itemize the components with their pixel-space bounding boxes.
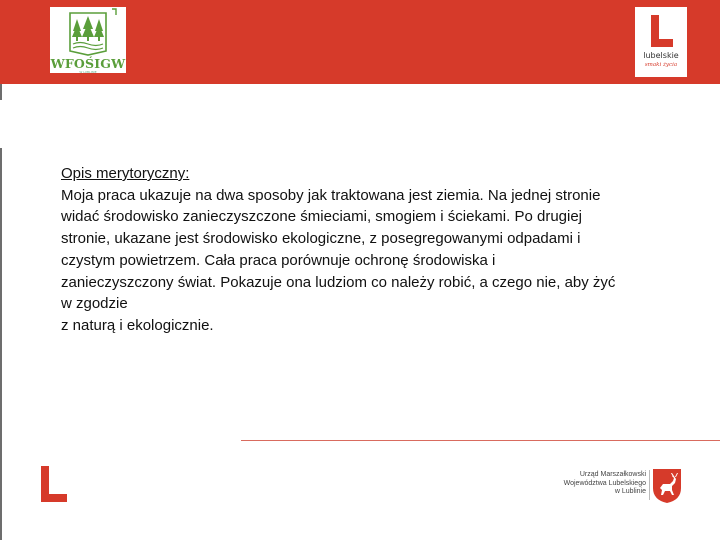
lubelskie-logo xyxy=(635,7,687,77)
left-edge-bar xyxy=(0,84,2,100)
lubelskie-word: lubelskie xyxy=(643,51,679,60)
description-line: widać środowisko zanieczyszczone śmieciami, smogiem i ściekami. Po drugiej xyxy=(61,208,583,226)
wfosigw-subtext: W LUBLINIE xyxy=(79,70,97,74)
left-edge-bar xyxy=(0,148,2,540)
marshal-office-text xyxy=(556,471,646,497)
description-text xyxy=(61,163,661,337)
marshal-office-line: Urząd Marszałkowski xyxy=(579,471,646,478)
marshal-office-line: Województwa Lubelskiego xyxy=(563,479,646,487)
description-line: zanieczyszczony świat. Pokazuje ona ludziom co należy robić, a czego nie, aby żyć xyxy=(61,273,616,291)
description-line: z naturą i ekologicznie. xyxy=(61,316,214,334)
office-separator xyxy=(649,470,650,500)
description-line: czystym powietrzem. Cała praca porównuje ochronę środowiska i xyxy=(61,251,496,269)
description-line: Moja praca ukazuje na dwa sposoby jak traktowana jest ziemia. Na jednej stronie xyxy=(61,186,601,204)
wfosigw-logo xyxy=(50,7,126,73)
trees-emblem-icon xyxy=(50,7,126,57)
header-banner xyxy=(0,0,720,84)
footer-divider xyxy=(241,440,720,441)
deer-coat-of-arms-icon xyxy=(652,468,682,504)
wfosigw-name: WFOŚIGW xyxy=(50,56,126,71)
lubelskie-l-icon xyxy=(635,7,687,51)
lubelskie-l-icon xyxy=(41,466,67,502)
description-line: w zgodzie xyxy=(61,295,128,313)
description-line: stronie, ukazane jest środowisko ekologiczne, z posegregowanymi odpadami i xyxy=(61,230,581,248)
lubelskie-slogan: smaki życia xyxy=(644,62,678,68)
marshal-office-line: w Lublinie xyxy=(614,488,646,495)
description-heading: Opis merytoryczny: xyxy=(61,165,190,182)
